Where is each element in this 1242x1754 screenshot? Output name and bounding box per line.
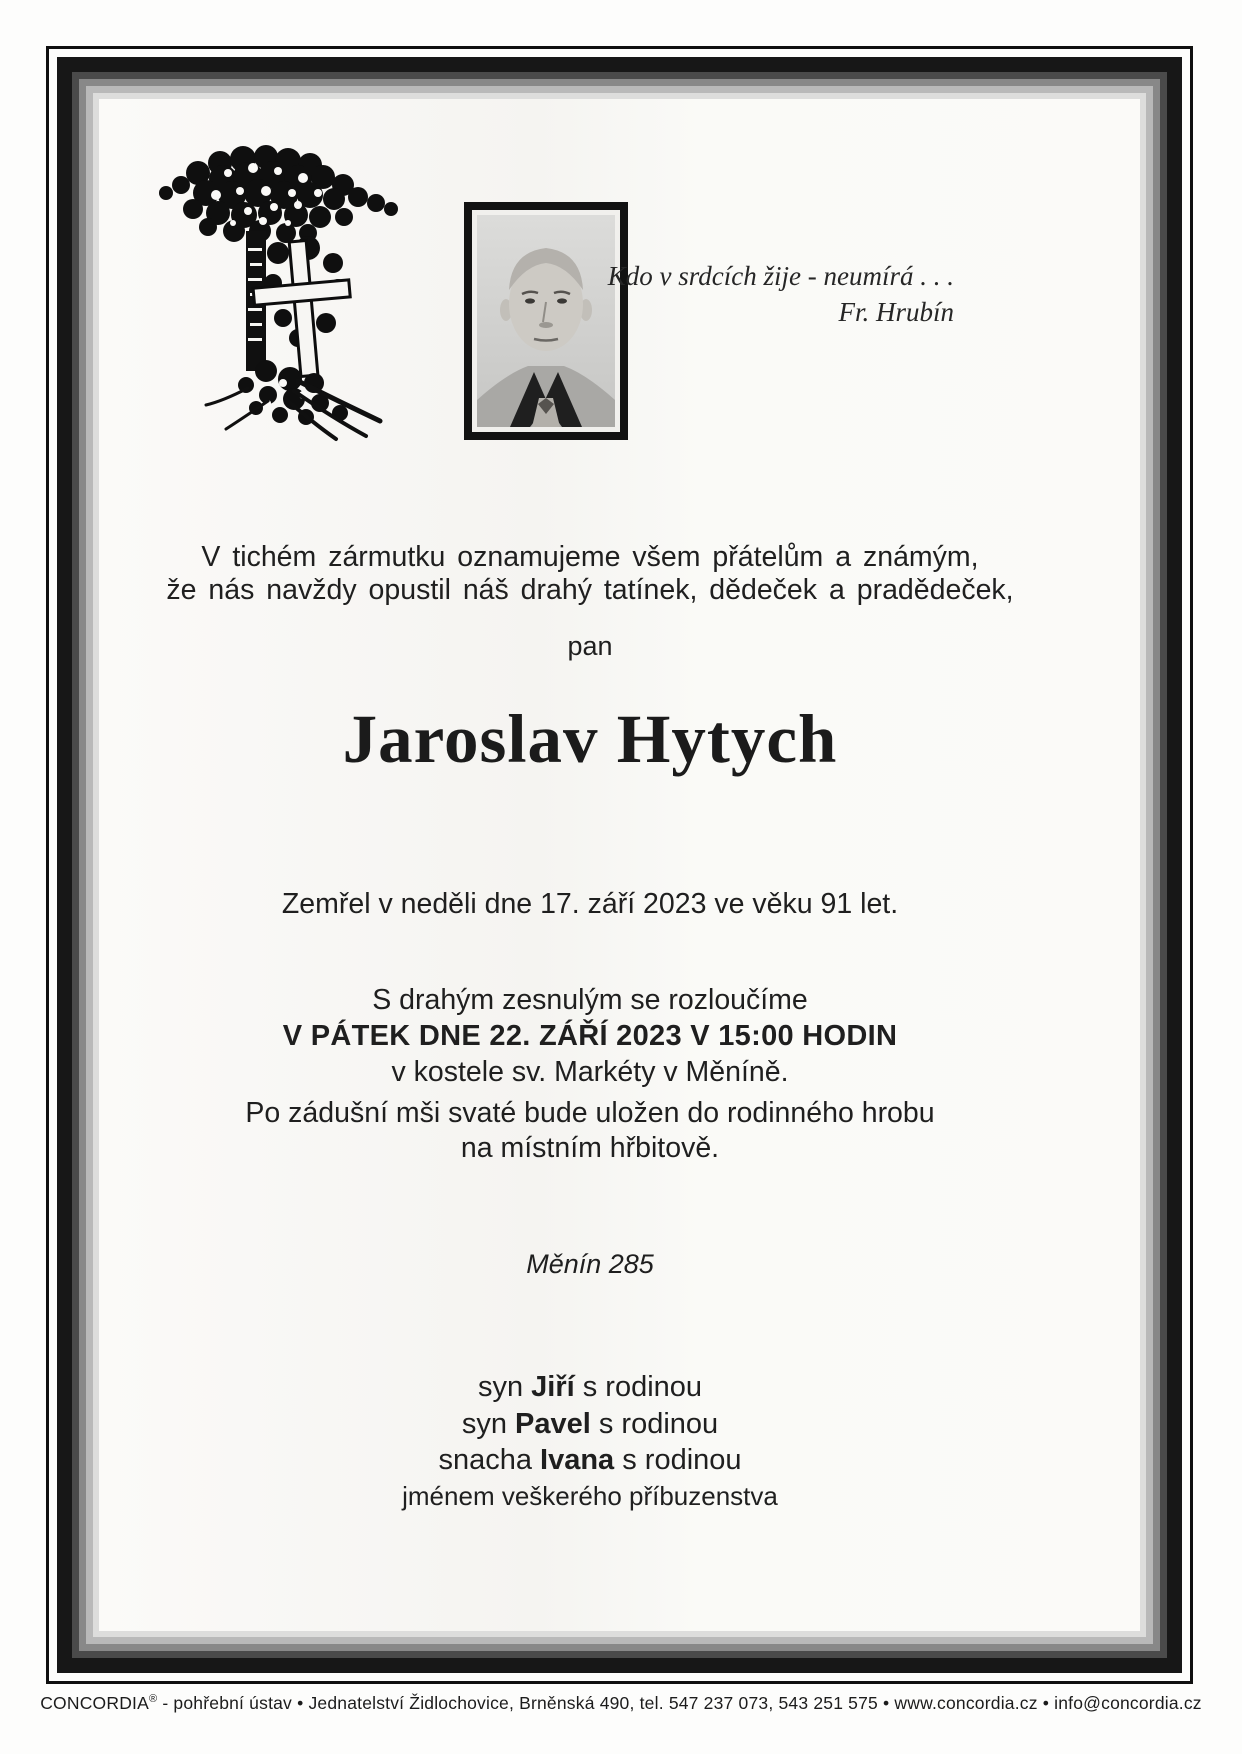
- mourner-name: Jiří: [531, 1371, 575, 1403]
- burial-info: [100, 1096, 1080, 1166]
- family-address: Měnín 285: [526, 1249, 654, 1279]
- footer-text: - pohřební ústav • Jednatelství Židlochovice, Brněnská 490, tel. 547 237 073, 543 251 575 • www.concordia.cz • info@concordia.cz: [157, 1693, 1202, 1713]
- farewell-intro: S drahým zesnulým se rozloučíme: [372, 984, 808, 1016]
- announcement-paragraph: [100, 541, 1080, 607]
- death-notice: Zemřel v neděli dne 17. září 2023 ve věku 91 let.: [281, 888, 899, 920]
- salutation: pan: [567, 631, 613, 661]
- mourner-prefix: snacha: [438, 1444, 541, 1476]
- tree-cross-illustration: [148, 133, 400, 445]
- announcement-line2: že nás navždy opustil náš drahý tatínek, dědeček a pradědeček,: [166, 574, 1014, 606]
- mourner-row: [100, 1406, 1080, 1443]
- mourner-suffix: s rodinou: [574, 1371, 703, 1403]
- mourner-row: [100, 1369, 1080, 1406]
- announcement-line1: V tichém zármutku oznamujeme všem přátelům a známým,: [201, 541, 979, 573]
- farewell-datetime: V PÁTEK DNE 22. ZÁŘÍ 2023 V 15:00 HODIN: [282, 1020, 898, 1052]
- mourner-prefix: syn: [477, 1371, 532, 1403]
- mourner-name: Pavel: [515, 1407, 591, 1440]
- memorial-quote: [606, 258, 954, 330]
- mourner-suffix: s rodinou: [614, 1444, 742, 1476]
- tree-canopy: [159, 145, 398, 243]
- funeral-home-footer: [0, 1693, 1242, 1714]
- farewell-place: v kostele sv. Markéty v Měníně.: [391, 1056, 789, 1088]
- burial-line1: Po zádušní mši svaté bude uložen do rodinného hrobu: [245, 1097, 935, 1129]
- quote-text: Kdo v srdcích žije - neumírá . . .: [607, 261, 954, 291]
- bouquet-branches: [206, 381, 380, 439]
- mourner-row: [100, 1442, 1080, 1479]
- mourner-suffix: s rodinou: [590, 1407, 719, 1440]
- portrait-photo: [464, 202, 628, 440]
- mourners-list: [100, 1369, 1080, 1479]
- mourners-note: jménem veškerého příbuzenstva: [402, 1481, 778, 1511]
- footer-brand: CONCORDIA: [40, 1693, 149, 1713]
- burial-line2: na místním hřbitově.: [460, 1132, 720, 1164]
- registered-trademark-icon: ®: [148, 1693, 158, 1706]
- quote-author: Fr. Hrubín: [838, 297, 954, 327]
- mourner-name: Ivana: [540, 1444, 615, 1476]
- deceased-name: Jaroslav Hytych: [342, 701, 838, 777]
- farewell-details: [100, 982, 1080, 1090]
- mourner-prefix: syn: [461, 1407, 516, 1440]
